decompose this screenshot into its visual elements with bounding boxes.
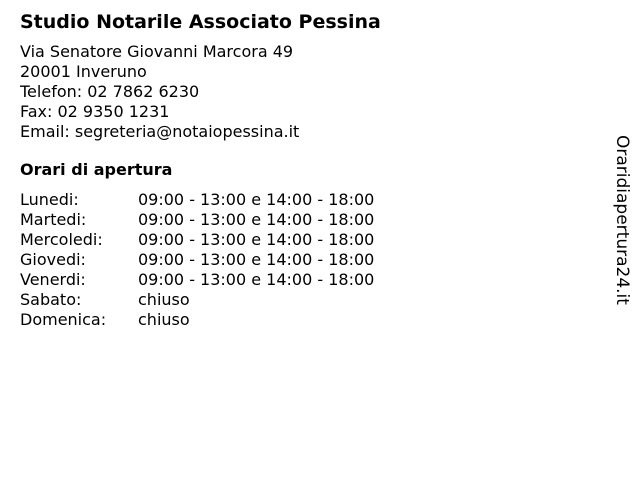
business-name: Studio Notarile Associato Pessina	[20, 11, 381, 33]
hours-row-lunedi	[20, 190, 580, 210]
hours-day: Domenica:	[20, 310, 107, 329]
hours-time: 09:00 - 13:00 e 14:00 - 18:00	[138, 190, 375, 209]
hours-row-martedi	[20, 210, 580, 230]
hours-day: Venerdi:	[20, 270, 86, 289]
address-line: Via Senatore Giovanni Marcora 49	[20, 42, 294, 61]
hours-row-sabato	[20, 290, 580, 310]
fax-line: Fax: 02 9350 1231	[20, 102, 170, 121]
hours-heading: Orari di apertura	[20, 160, 173, 179]
hours-time: 09:00 - 13:00 e 14:00 - 18:00	[138, 270, 375, 289]
hours-day: Lunedi:	[20, 190, 79, 209]
hours-time: 09:00 - 13:00 e 14:00 - 18:00	[138, 230, 375, 249]
hours-day: Mercoledi:	[20, 230, 103, 249]
business-card	[20, 10, 580, 330]
hours-table	[20, 190, 580, 330]
hours-row-venerdi	[20, 270, 580, 290]
phone-line: Telefon: 02 7862 6230	[20, 82, 200, 101]
hours-day: Giovedi:	[20, 250, 86, 269]
email-line: Email: segreteria@notaiopessina.it	[20, 122, 300, 141]
hours-time: chiuso	[138, 290, 190, 309]
hours-time: 09:00 - 13:00 e 14:00 - 18:00	[138, 250, 375, 269]
hours-day: Sabato:	[20, 290, 82, 309]
site-watermark: Oraridiapertura24.it	[612, 135, 632, 305]
hours-row-mercoledi	[20, 230, 580, 250]
hours-day: Martedi:	[20, 210, 87, 229]
city-line: 20001 Inveruno	[20, 62, 147, 81]
hours-row-giovedi	[20, 250, 580, 270]
hours-time: chiuso	[138, 310, 190, 329]
hours-time: 09:00 - 13:00 e 14:00 - 18:00	[138, 210, 375, 229]
hours-row-domenica	[20, 310, 580, 330]
contact-block	[20, 42, 580, 142]
